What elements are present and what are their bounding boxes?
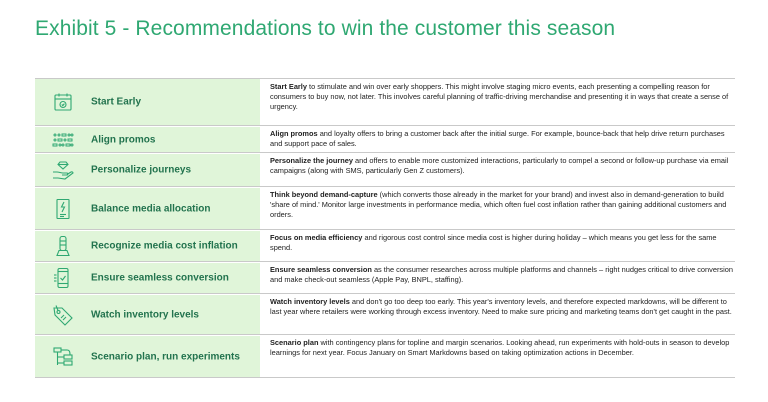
row-label-cell	[35, 126, 260, 152]
row-label-cell	[35, 230, 260, 261]
price-tag-icon	[52, 304, 74, 326]
row-label-cell	[35, 335, 260, 377]
table-row	[35, 293, 735, 334]
row-label: Recognize media cost inflation	[91, 240, 238, 252]
table-row	[35, 334, 735, 378]
row-description	[270, 233, 735, 253]
row-description	[270, 265, 735, 285]
row-lead: Align promos	[270, 129, 318, 138]
row-lead: Scenario plan	[270, 338, 319, 347]
row-text: and offers to enable more customized interactions, particularly to compel a second or follow-up purchase via email campaigns (along with SMS, particularly Gen Z customers).	[270, 156, 729, 175]
row-lead: Personalize the journey	[270, 156, 353, 165]
row-description	[270, 129, 735, 149]
row-label-cell	[35, 187, 260, 229]
row-lead: Ensure seamless conversion	[270, 265, 372, 274]
hand-diamond-icon	[52, 159, 74, 181]
row-label: Scenario plan, run experiments	[91, 351, 240, 362]
table-row	[35, 186, 735, 229]
row-lead: Think beyond demand-capture	[270, 190, 378, 199]
row-label: Personalize journeys	[91, 164, 192, 176]
media-document-icon	[52, 198, 74, 220]
row-description	[270, 156, 735, 176]
row-label-cell	[35, 79, 260, 125]
table-row	[35, 261, 735, 293]
row-label: Align promos	[91, 134, 156, 145]
table-row	[35, 78, 735, 125]
row-description	[270, 82, 735, 112]
row-label: Balance media allocation	[91, 203, 211, 214]
row-text: and rigorous cost control since media cost is higher during holiday – which means you get less for the same spend.	[270, 233, 717, 252]
row-label: Start Early	[91, 96, 142, 108]
row-label: Watch inventory levels	[91, 309, 199, 320]
row-label-cell	[35, 153, 260, 186]
table-row	[35, 152, 735, 186]
row-text: to stimulate and win over early shoppers. This might involve staging micro events, each presenting a compelling reason for consumers to buy now, not later. This involves careful planning of traffic-driving merchandise and presenting it in ways that create a sense of urgency.	[270, 82, 729, 111]
table-row	[35, 229, 735, 261]
binary-code-icon	[52, 129, 74, 151]
page-title: Exhibit 5 - Recommendations to win the customer this season	[35, 17, 616, 40]
flowchart-icon	[52, 346, 74, 368]
row-description	[270, 338, 735, 358]
row-text: as the consumer researches across multiple platforms and channels – right nudges critical to drive conversion and make check-out seamless (Apple Pay, BNPL, staffing).	[270, 265, 733, 284]
row-lead: Start Early	[270, 82, 307, 91]
row-label-cell	[35, 294, 260, 334]
row-description	[270, 190, 735, 220]
row-text: (which converts those already in the market for your brand) and invest also in demand-generation to build 'share of mind.' Monitor large investments in performance media, which often fuel cost inflation rather than gaining additional customers and orders.	[270, 190, 727, 219]
mobile-device-icon	[52, 267, 74, 289]
row-text: and loyalty offers to bring a customer back after the initial surge. For example, bounce-back that help drive return purchases and support pace of sales.	[270, 129, 725, 148]
recommendations-table	[35, 78, 735, 378]
calendar-icon	[52, 91, 74, 113]
row-label-cell	[35, 262, 260, 293]
row-text: and don't go too deep too early. This year's inventory levels, and therefore expected markdowns, will be different to last year where retailers were working through excess inventory. Need to make sure pricing and marketing teams don't get caught in the past.	[270, 297, 732, 316]
row-lead: Focus on media efficiency	[270, 233, 363, 242]
row-text: with contingency plans for topline and margin scenarios. Looking ahead, run experiments with hold-outs in season to develop learnings for next year. Focus January on Smart Markdowns based on taking optimization actions in December.	[270, 338, 730, 357]
table-row	[35, 125, 735, 152]
row-lead: Watch inventory levels	[270, 297, 350, 306]
thermometer-icon	[52, 235, 74, 257]
row-description	[270, 297, 735, 317]
row-label: Ensure seamless conversion	[91, 272, 229, 284]
